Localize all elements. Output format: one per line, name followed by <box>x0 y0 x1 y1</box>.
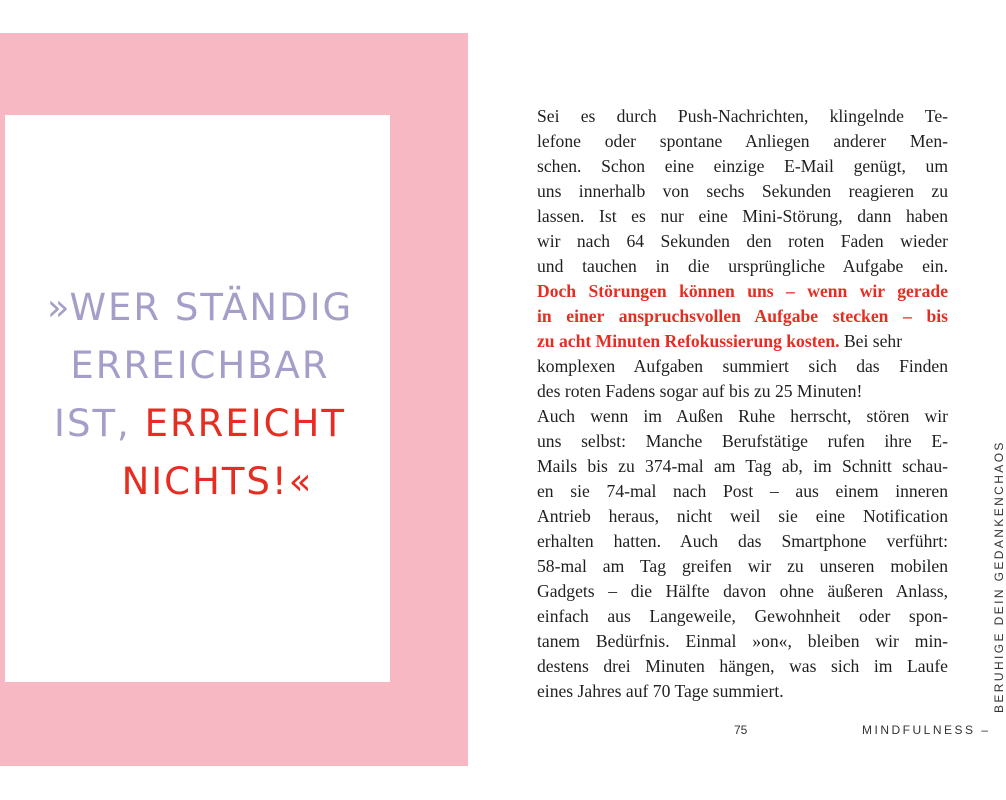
highlight-line-end: zu acht Minuten Refokussierung kosten. <box>537 331 840 351</box>
body-line: wir nach 64 Sekunden den roten Faden wieder <box>537 231 948 251</box>
body-line: komplexen Aufgaben summiert sich das Finden <box>537 356 948 376</box>
body-line: schen. Schon eine einzige E-Mail genügt, um <box>537 156 948 176</box>
body-line: Mails bis zu 374-mal am Tag ab, im Schnitt schau- <box>537 456 948 476</box>
quote-line-2: ERREICHBAR <box>70 343 330 387</box>
highlight-line: in einer anspruchsvollen Aufgabe stecken – bis <box>537 306 948 326</box>
highlight-line: Doch Störungen können uns – wenn wir gerade <box>537 281 948 301</box>
body-line: uns selbst: Manche Berufstätige rufen ihre E- <box>537 431 948 451</box>
body-line: eines Jahres auf 70 Tage summiert. <box>537 681 784 701</box>
body-line: tanem Bedürfnis. Einmal »on«, bleiben wir min- <box>537 631 948 651</box>
body-line: lassen. Ist es nur eine Mini-Störung, dann haben <box>537 206 948 226</box>
body-line: Antrieb heraus, nicht weil sie eine Notification <box>537 506 948 526</box>
body-line: uns innerhalb von sechs Sekunden reagieren zu <box>537 181 948 201</box>
body-line: Auch wenn im Außen Ruhe herrscht, stören wir <box>537 406 948 426</box>
body-line: Gadgets – die Hälfte davon ohne äußeren Anlass, <box>537 581 948 601</box>
body-line: destens drei Minuten hängen, was sich im Laufe <box>537 656 948 676</box>
body-line-continuation: Bei sehr <box>839 331 903 351</box>
quote-line-3-red: ERREICHT <box>144 401 346 445</box>
quote-line-3 <box>47 395 353 453</box>
body-line: lefone oder spontane Anliegen anderer Men- <box>537 131 948 151</box>
running-footer-title: MINDFULNESS – <box>862 723 991 737</box>
body-line: und tauchen in die ursprüngliche Aufgabe ein. <box>537 256 948 276</box>
body-line: erhalten hatten. Auch das Smartphone verführt: <box>537 531 948 551</box>
body-text <box>537 104 948 704</box>
quote-line-3-purple: IST, <box>54 401 145 445</box>
body-line: 58-mal am Tag greifen wir zu unseren mobilen <box>537 556 948 576</box>
quote-card <box>5 115 390 682</box>
body-line: Sei es durch Push-Nachrichten, klingelnde Te- <box>537 106 948 126</box>
vertical-chapter-label: BERUHIGE DEIN GEDANKENCHAOS <box>992 440 1006 713</box>
page-number: 75 <box>734 723 748 737</box>
quote-line-1: »WER STÄNDIG <box>46 285 354 329</box>
body-line: des roten Fadens sogar auf bis zu 25 Minuten! <box>537 381 863 401</box>
pull-quote <box>47 279 353 511</box>
mixed-line <box>537 329 948 354</box>
body-line: einfach aus Langeweile, Gewohnheit oder spon- <box>537 606 948 626</box>
body-line: en sie 74-mal nach Post – aus einem inneren <box>537 481 948 501</box>
quote-line-4: NICHTS!« <box>121 459 314 503</box>
